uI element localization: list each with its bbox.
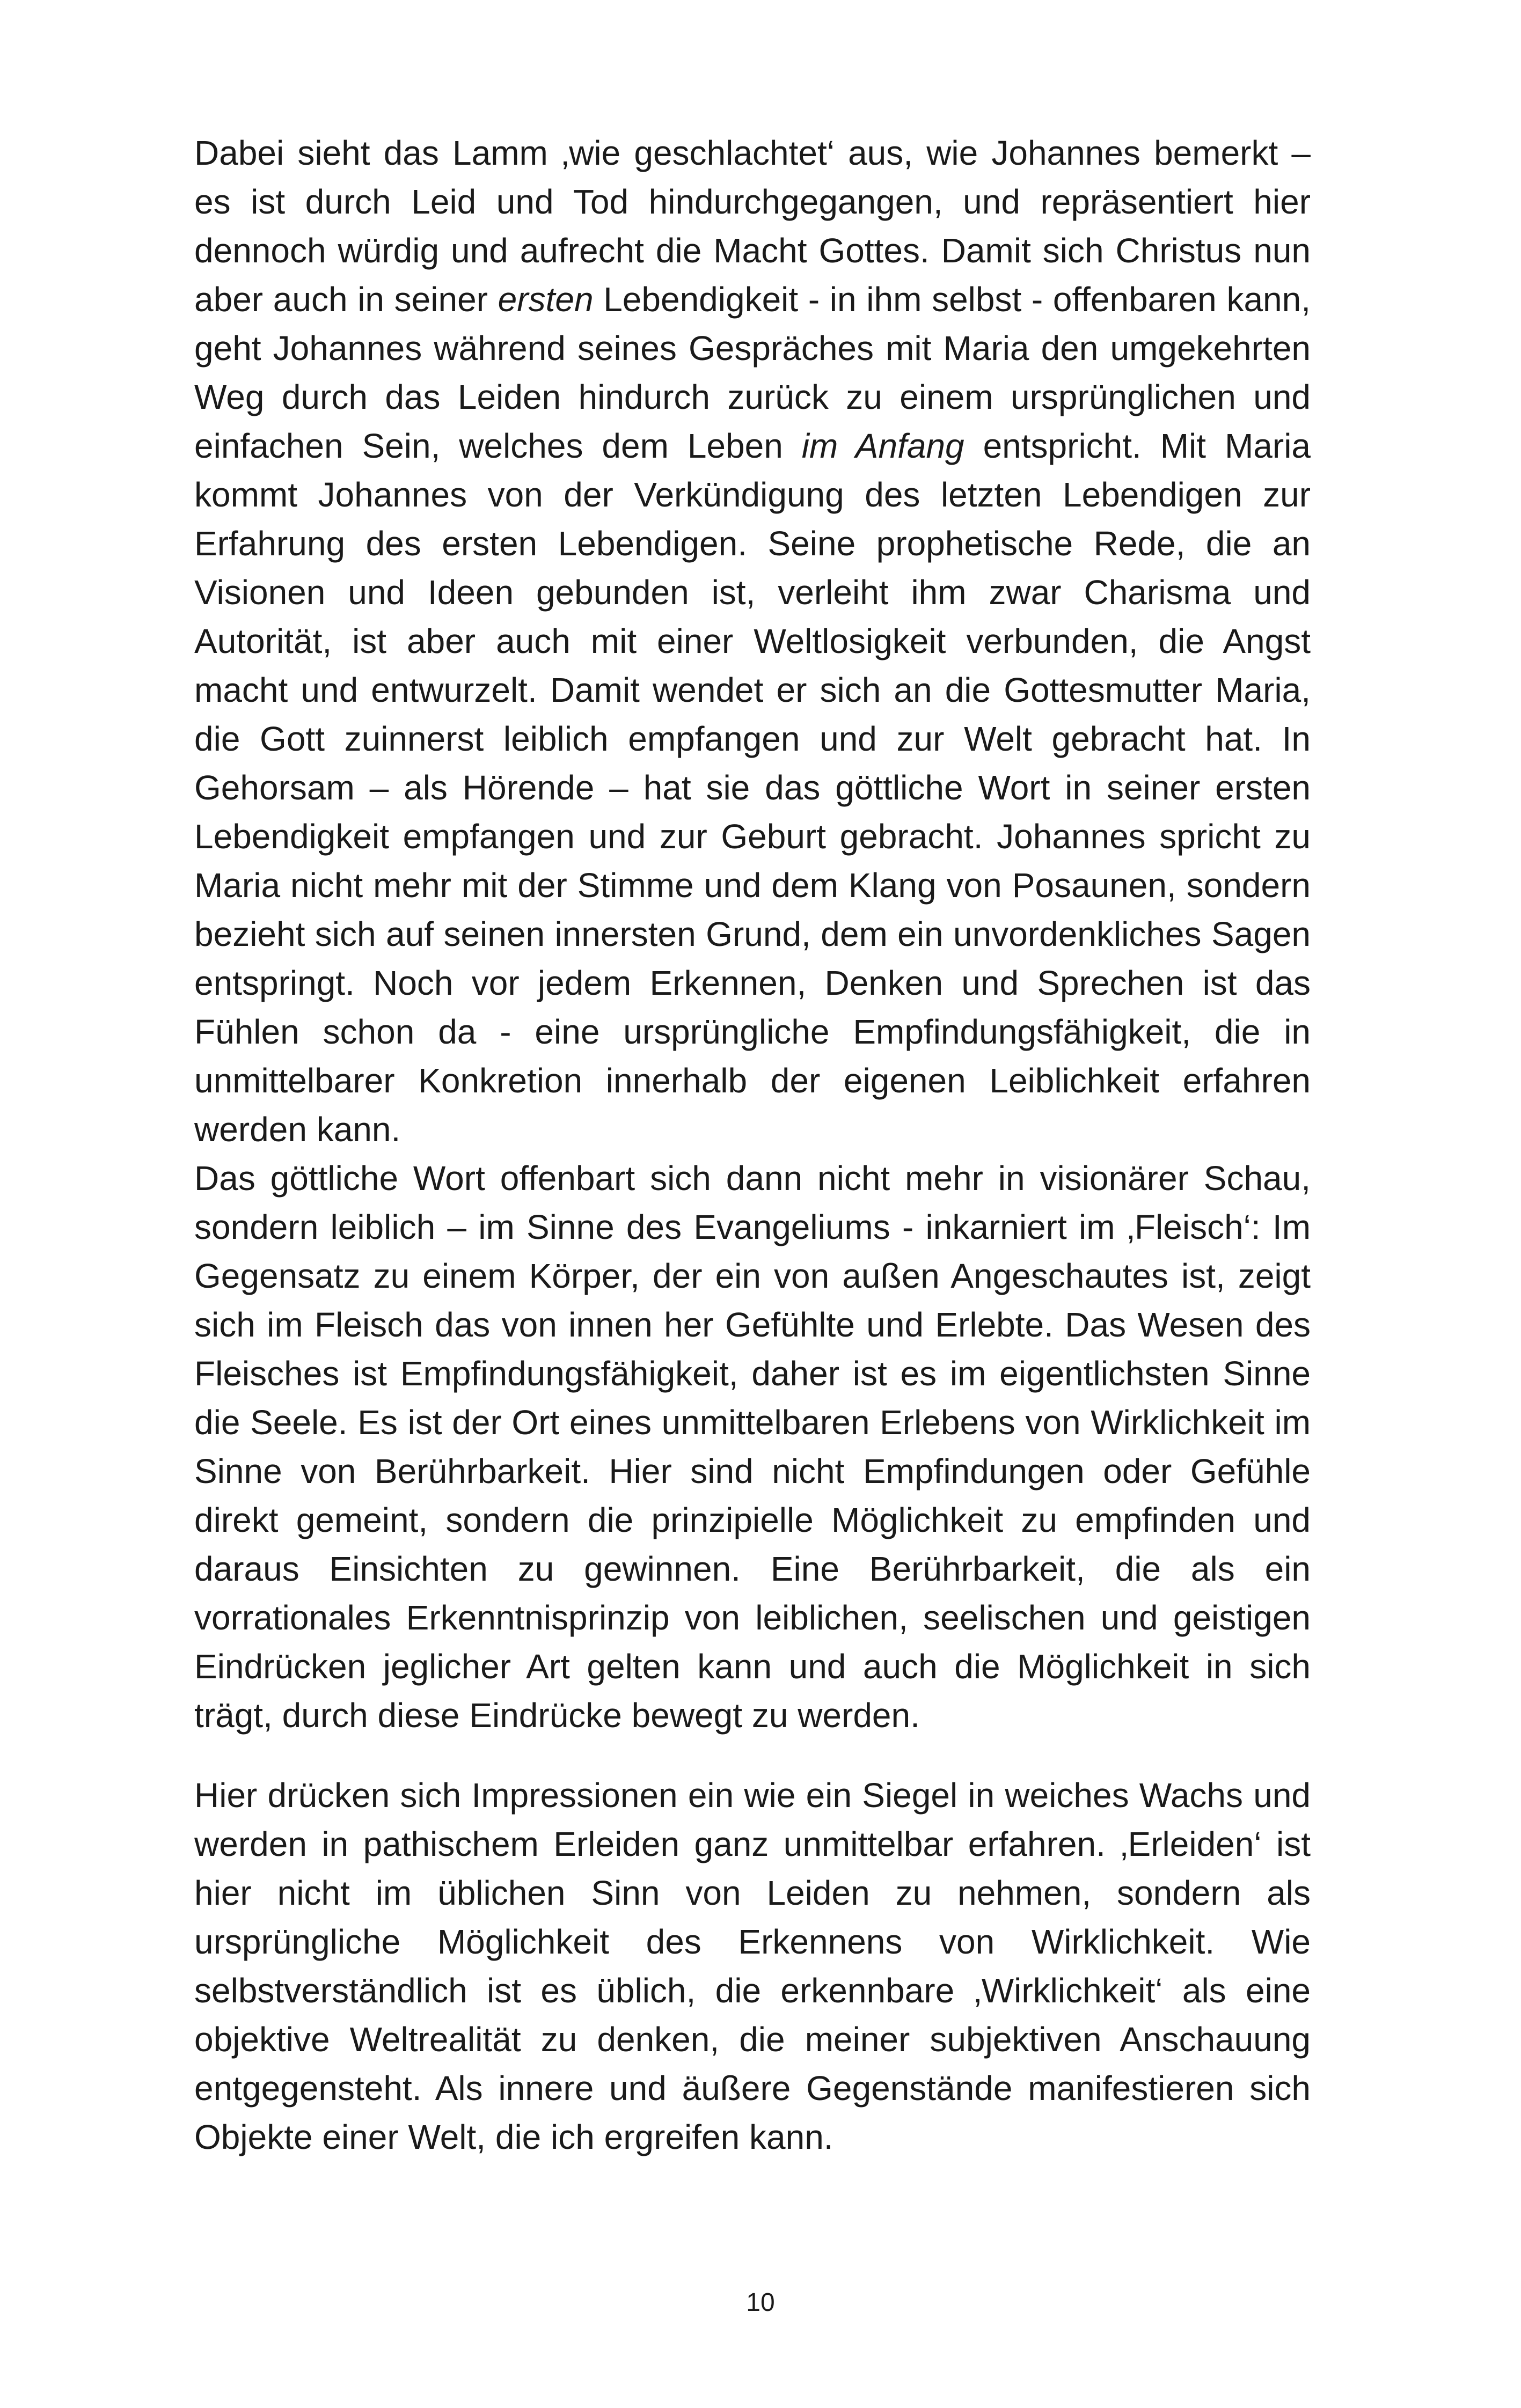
paragraph-1 bbox=[194, 129, 1311, 1154]
paragraph-2: Das göttliche Wort offenbart sich dann nicht mehr in visionärer Schau, sondern leiblich – im Sinne des Evangeliums - inkarniert im ‚Fleisch‘: Im Gegensatz zu einem Körper, der ein von außen Angeschautes ist, zeigt sich im Fleisch das von innen her Gefühlte und Erlebte. Das Wesen des Fleisches ist Empfindungsfähigkeit, daher ist es im eigentlichsten Sinne die Seele. Es ist der Ort eines unmittelbaren Erlebens von Wirklichkeit im Sinne von Berührbarkeit. Hier sind nicht Empfindungen oder Gefühle direkt gemeint, sondern die prinzipielle Möglichkeit zu empfinden und daraus Einsichten zu gewinnen. Eine Berührbarkeit, die als ein vorrationales Erkenntnisprinzip von leiblichen, seelischen und geistigen Eindrücken jeglicher Art gelten kann und auch die Möglichkeit in sich trägt, durch diese Eindrücke bewegt zu werden. bbox=[194, 1159, 1311, 1735]
page-number: 10 bbox=[746, 2288, 775, 2317]
paragraph-3: Hier drücken sich Impressionen ein wie ein Siegel in weiches Wachs und werden in pathischem Erleiden ganz unmittelbar erfahren. ‚Erleiden‘ ist hier nicht im üblichen Sinn von Leiden zu nehmen, sondern als ursprüngliche Möglichkeit des Erkennens von Wirklichkeit. Wie selbstverständlich ist es üblich, die erkennbare ‚Wirklichkeit‘ als eine objektive Weltrealität zu denken, die meiner subjektiven Anschauung entgegensteht. Als innere und äußere Gegenstände manifestieren sich Objekte einer Welt, die ich ergreifen kann. bbox=[194, 1776, 1311, 2156]
emphasis-ersten: ersten bbox=[498, 280, 594, 319]
paragraph-1-text-c: entspricht. Mit Maria kommt Johannes von der Verkündigung des letzten Lebendigen zur Erfahrung des ersten Lebendigen. Seine prophetische Rede, die an Visionen und Ideen gebunden ist, verleiht ihm zwar Charisma und Autorität, ist aber auch mit einer Weltlosigkeit verbunden, die Angst macht und entwurzelt. Damit wendet er sich an die Gottesmutter Maria, die Gott zuinnerst leiblich empfangen und zur Welt gebracht hat. In Gehorsam – als Hörende – hat sie das göttliche Wort in seiner ersten Lebendigkeit empfangen und zur Geburt gebracht. Johannes spricht zu Maria nicht mehr mit der Stimme und dem Klang von Posaunen, sondern bezieht sich auf seinen innersten Grund, dem ein unvordenkliches Sagen entspringt. Noch vor jedem Erkennen, Denken und Sprechen ist das Fühlen schon da - eine ursprüngliche Empfindungsfähigkeit, die in unmittelbarer Konkretion innerhalb der eigenen Leiblichkeit erfahren werden kann. bbox=[194, 427, 1311, 1149]
page-body bbox=[194, 129, 1311, 2162]
paragraph-1-text-b: Lebendigkeit - in ihm selbst - offenbaren kann, geht Johannes während seines Gespräches mit Maria den umgekehrten Weg durch das Leiden hindurch zurück zu einem ursprünglichen und einfachen Sein, welches dem Leben bbox=[194, 280, 1311, 465]
emphasis-im-anfang: im Anfang bbox=[801, 427, 964, 465]
paragraph-1-text-a: Dabei sieht das Lamm ‚wie geschlachtet‘ aus, wie Johannes bemerkt – es ist durch Leid und Tod hindurchgegangen, und repräsentiert hier dennoch würdig und aufrecht die Macht Gottes. Damit sich Christus nun aber auch in seiner bbox=[194, 134, 1311, 319]
